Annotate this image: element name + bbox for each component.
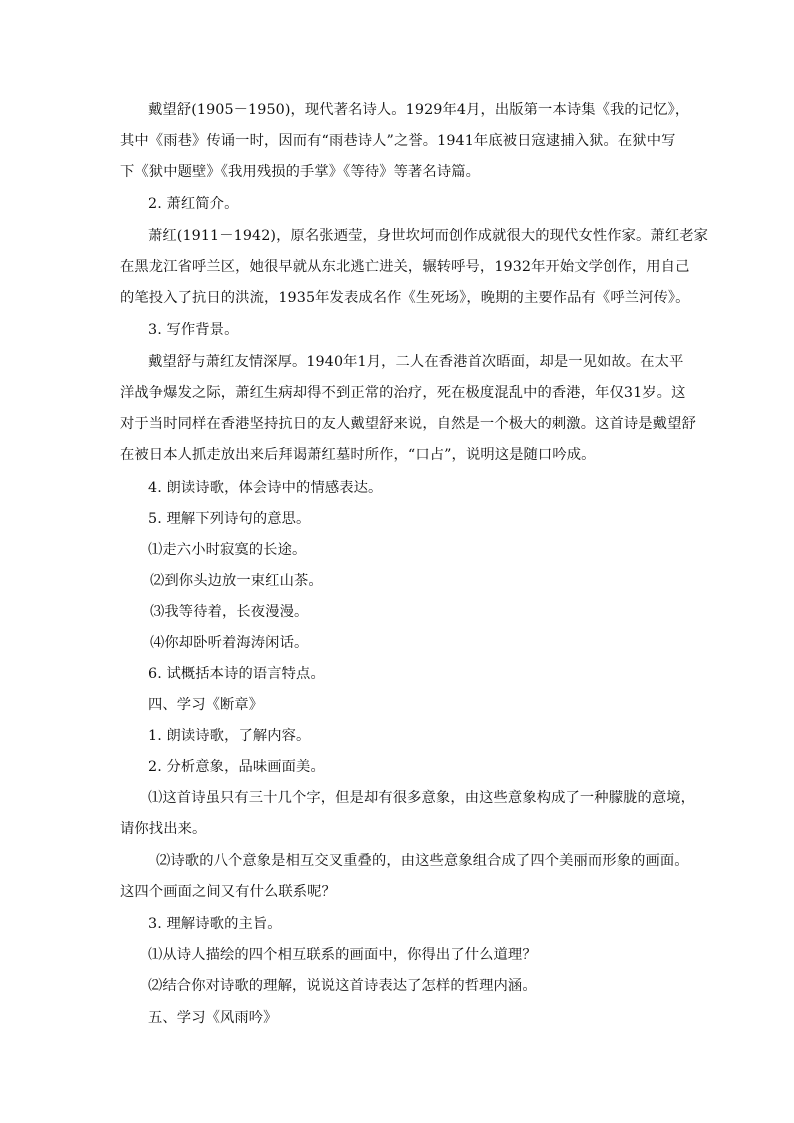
paragraph-xiao-hong-line-1: 萧红(1911－1942)，原名张迺莹，身世坎坷而创作成就很大的现代女性作家。萧红老家 <box>148 228 709 244</box>
section-4-sub-1-line-2: 请你找出来。 <box>120 821 207 837</box>
paragraph-dai-wangshu-line-3: 下《狱中题壁》《我用残损的手掌》《等待》等著名诗篇。 <box>120 164 481 180</box>
item-3-heading: 3. 写作背景。 <box>148 322 239 338</box>
section-4-sub-1-line-1: ⑴这首诗虽只有三十几个字，但是却有很多意象，由这些意象构成了一种朦胧的意境， <box>148 790 696 806</box>
paragraph-xiao-hong-line-3: 的笔投入了抗日的洪流，1935年发表成名作《生死场》，晚期的主要作品有《呼兰河传》。 <box>120 290 690 306</box>
section-4-item-3: 3. 理解诗歌的主旨。 <box>148 916 282 932</box>
section-4-sub-4: ⑵结合你对诗歌的理解，说说这首诗表达了怎样的哲理内涵。 <box>148 978 537 994</box>
item-2-heading: 2. 萧红简介。 <box>148 196 239 212</box>
section-4-sub-3: ⑴从诗人描绘的四个相互联系的画面中，你得出了什么道理？ <box>148 947 537 963</box>
section-4-sub-2-line-2: 这四个画面之间又有什么联系呢？ <box>120 884 336 900</box>
item-4: 4. 朗读诗歌，体会诗中的情感表达。 <box>148 480 383 496</box>
sub-item-1: ⑴走六小时寂寞的长途。 <box>148 542 307 558</box>
paragraph-background-line-2: 洋战争爆发之际，萧红生病却得不到正常的治疗，死在极度混乱中的香港，年仅31岁。这 <box>120 385 686 401</box>
item-5: 5. 理解下列诗句的意思。 <box>148 511 311 527</box>
section-4-heading: 四、学习《断章》 <box>148 697 264 713</box>
paragraph-background-line-4: 在被日本人抓走放出来后拜谒萧红墓时所作，“口占”，说明这是随口吟成。 <box>120 447 596 463</box>
sub-item-4: ⑷你却卧听着海涛闲话。 <box>150 635 309 651</box>
sub-item-2: ⑵到你头边放一束红山茶。 <box>150 573 323 589</box>
section-4-item-2: 2. 分析意象，品味画面美。 <box>148 759 325 775</box>
paragraph-dai-wangshu-line-2: 其中《雨巷》传诵一时，因而有“雨巷诗人”之誉。1941年底被日寇逮捕入狱。在狱中写 <box>120 133 676 149</box>
paragraph-dai-wangshu-line-1: 戴望舒(1905－1950)，现代著名诗人。1929年4月，出版第一本诗集《我的记忆》， <box>148 102 690 118</box>
section-4-sub-2-line-1: ⑵诗歌的八个意象是相互交叉重叠的，由这些意象组合成了四个美丽而形象的画面。 <box>156 853 689 869</box>
item-6: 6. 试概括本诗的语言特点。 <box>148 666 325 682</box>
paragraph-background-line-1: 戴望舒与萧红友情深厚。1940年1月，二人在香港首次晤面，却是一见如故。在太平 <box>148 354 684 370</box>
section-4-item-1: 1. 朗读诗歌，了解内容。 <box>148 728 311 744</box>
section-5-heading: 五、学习《风雨吟》 <box>148 1010 278 1026</box>
paragraph-xiao-hong-line-2: 在黑龙江省呼兰区，她很早就从东北逃亡进关，辗转呼号，1932年开始文学创作，用自己 <box>120 259 690 275</box>
sub-item-3: ⑶我等待着，长夜漫漫。 <box>150 604 309 620</box>
paragraph-background-line-3: 对于当时同样在香港坚持抗日的友人戴望舒来说，自然是一个极大的刺激。这首诗是戴望舒 <box>120 416 696 432</box>
